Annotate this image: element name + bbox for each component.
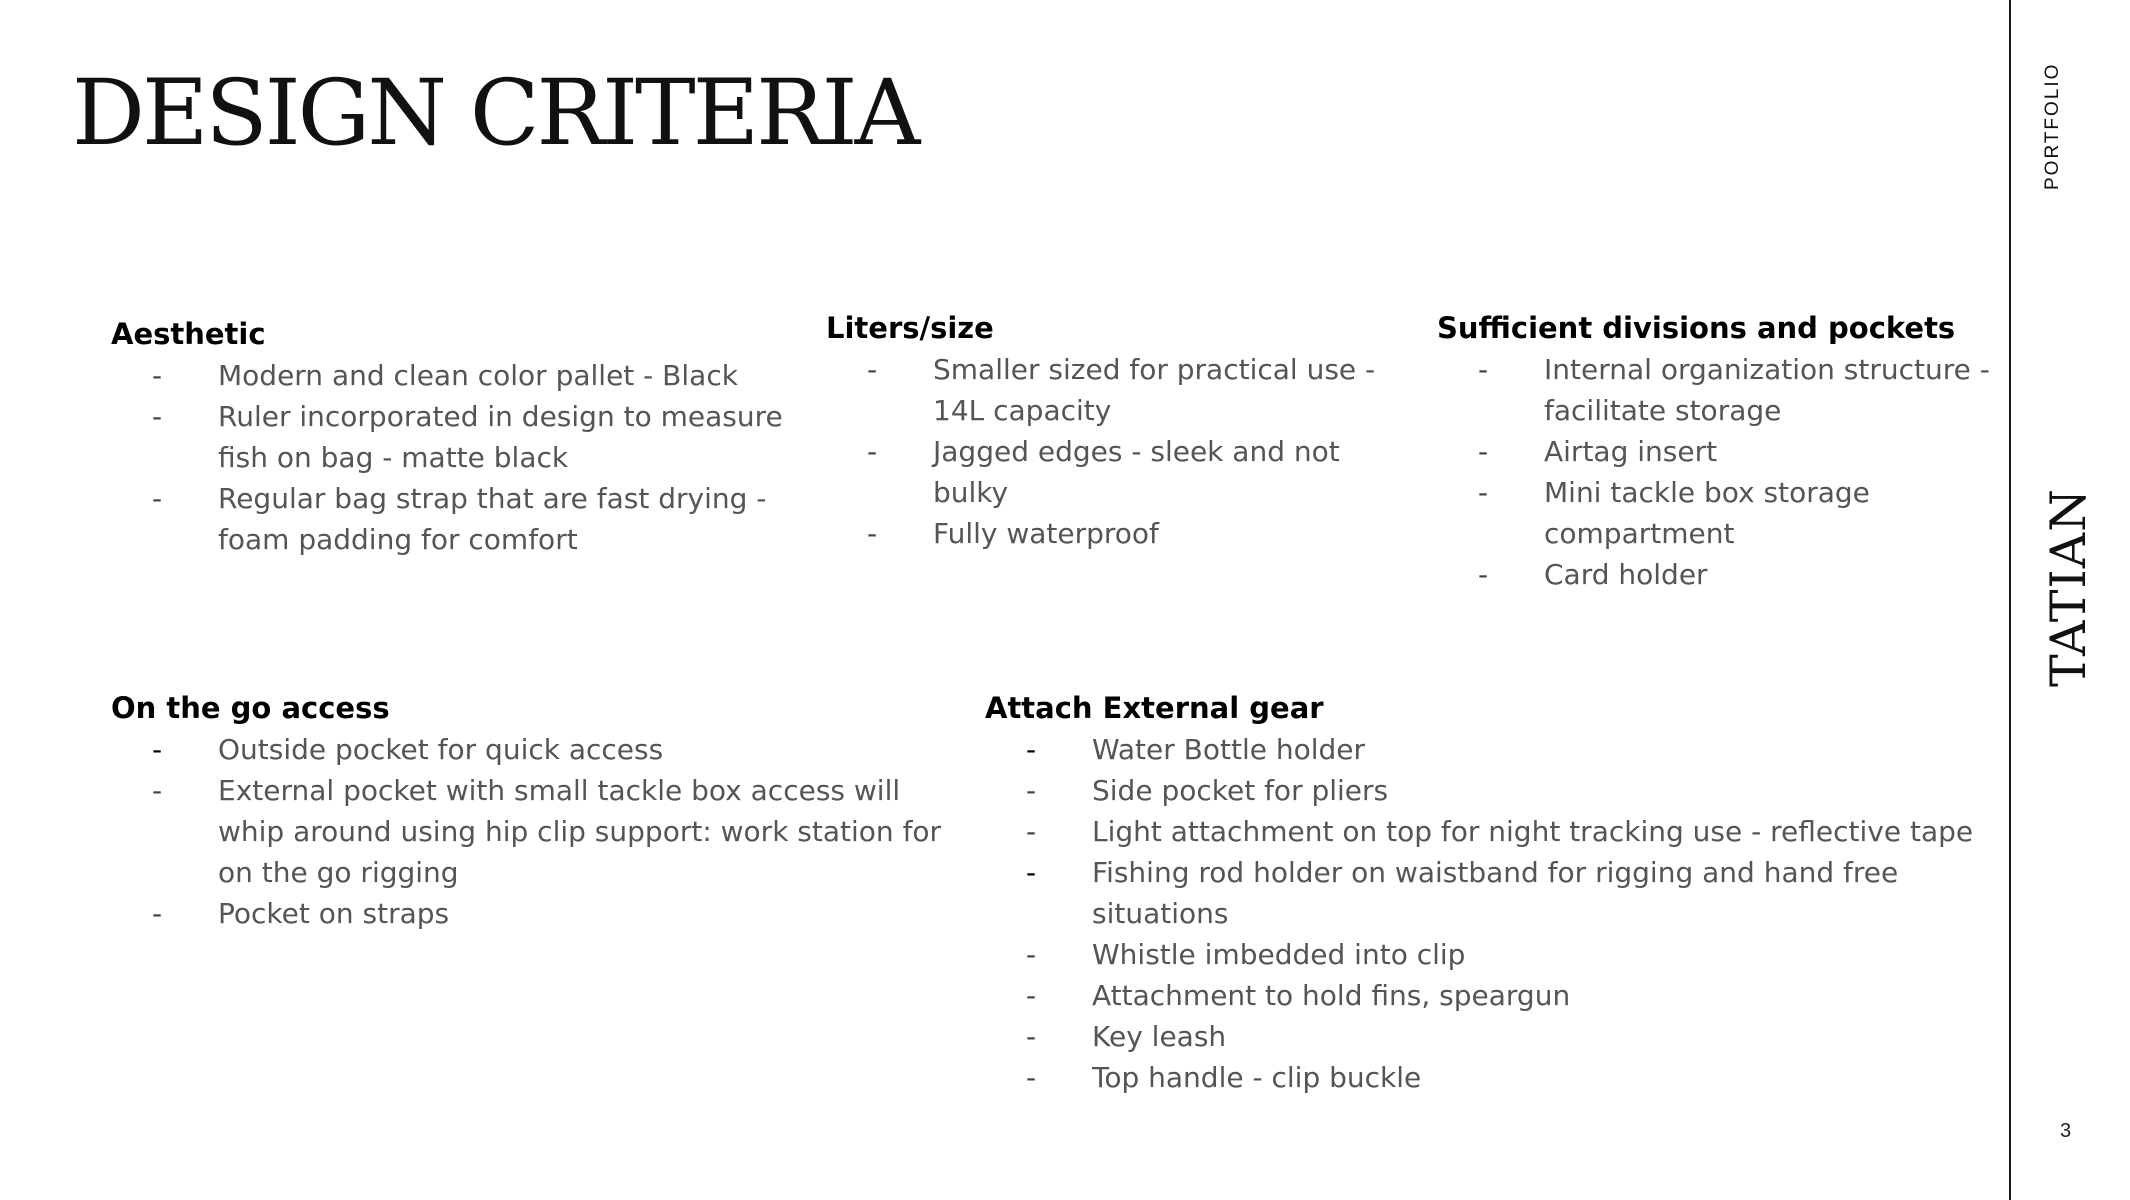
list-item: - Attachment to hold fins, speargun [985,975,1995,1016]
brand-name: TATIAN [2040,487,2097,687]
bullet-list-attach-external-gear [985,729,1995,1098]
list-item: - Airtag insert [1437,431,1997,472]
section-liters-size [826,308,1406,554]
bullet-list-liters-size [826,349,1406,554]
bullet-dash: - [152,733,163,766]
section-divisions-pockets [1437,308,1997,595]
bullet-dash: - [1026,815,1037,848]
list-item: - Pocket on straps [111,893,951,934]
bullet-dash: - [867,353,878,386]
bullet-list-on-the-go-access [111,729,951,934]
bullet-dash: - [1478,558,1489,591]
bullet-dash: - [1026,938,1037,971]
bullet-dash: - [152,774,163,807]
bullet-dash: - [152,482,163,515]
bullet-dash: - [152,897,163,930]
section-heading-aesthetic: Aesthetic [111,317,266,351]
bullet-dash: - [152,359,163,392]
bullet-dash: - [867,435,878,468]
list-item: - Water Bottle holder [985,729,1995,770]
bullet-list-aesthetic [111,355,811,560]
list-item: - Jagged edges - sleek and not bulky [826,431,1406,513]
section-attach-external-gear [985,688,1995,1098]
list-item: - Fishing rod holder on waistband for rigging and hand free situations [985,852,1995,934]
bullet-dash: - [1478,435,1489,468]
list-item: - Internal organization structure - facilitate storage [1437,349,1997,431]
section-heading-on-the-go-access: On the go access [111,691,390,725]
bullet-dash: - [1026,1020,1037,1053]
section-heading-liters-size: Liters/size [826,311,994,345]
list-item: - Top handle - clip buckle [985,1057,1995,1098]
page-number: 3 [2060,1120,2072,1142]
bullet-dash: - [867,517,878,550]
bullet-dash: - [1026,774,1037,807]
section-heading-divisions-pockets: Sufficient divisions and pockets [1437,311,1956,345]
vertical-divider [2009,0,2011,1200]
list-item: - Smaller sized for practical use - 14L capacity [826,349,1406,431]
bullet-dash: - [1026,979,1037,1012]
list-item: - Side pocket for pliers [985,770,1995,811]
list-item: - External pocket with small tackle box access will whip around using hip clip support: work station for on the go rigging [111,770,951,893]
bullet-dash: - [152,400,163,433]
bullet-dash: - [1478,353,1489,386]
list-item: - Ruler incorporated in design to measure fish on bag - matte black [111,396,811,478]
list-item: - Fully waterproof [826,513,1406,554]
page-title: DESIGN CRITERIA [72,61,918,166]
bullet-dash: - [1026,733,1037,766]
list-item: - Mini tackle box storage compartment [1437,472,1997,554]
list-item: - Outside pocket for quick access [111,729,951,770]
bullet-list-divisions-pockets [1437,349,1997,595]
list-item: - Regular bag strap that are fast drying - foam padding for comfort [111,478,811,560]
bullet-dash: - [1026,1061,1037,1094]
list-item: - Card holder [1437,554,1997,595]
bullet-dash: - [1026,856,1037,889]
list-item: - Whistle imbedded into clip [985,934,1995,975]
section-on-the-go-access [111,688,951,934]
list-item: - Key leash [985,1016,1995,1057]
portfolio-label: PORTFOLIO [2042,62,2063,190]
section-heading-attach-external-gear: Attach External gear [985,691,1324,725]
list-item: - Modern and clean color pallet - Black [111,355,811,396]
section-aesthetic [111,314,811,560]
bullet-dash: - [1478,476,1489,509]
list-item: - Light attachment on top for night tracking use - reflective tape [985,811,1995,852]
